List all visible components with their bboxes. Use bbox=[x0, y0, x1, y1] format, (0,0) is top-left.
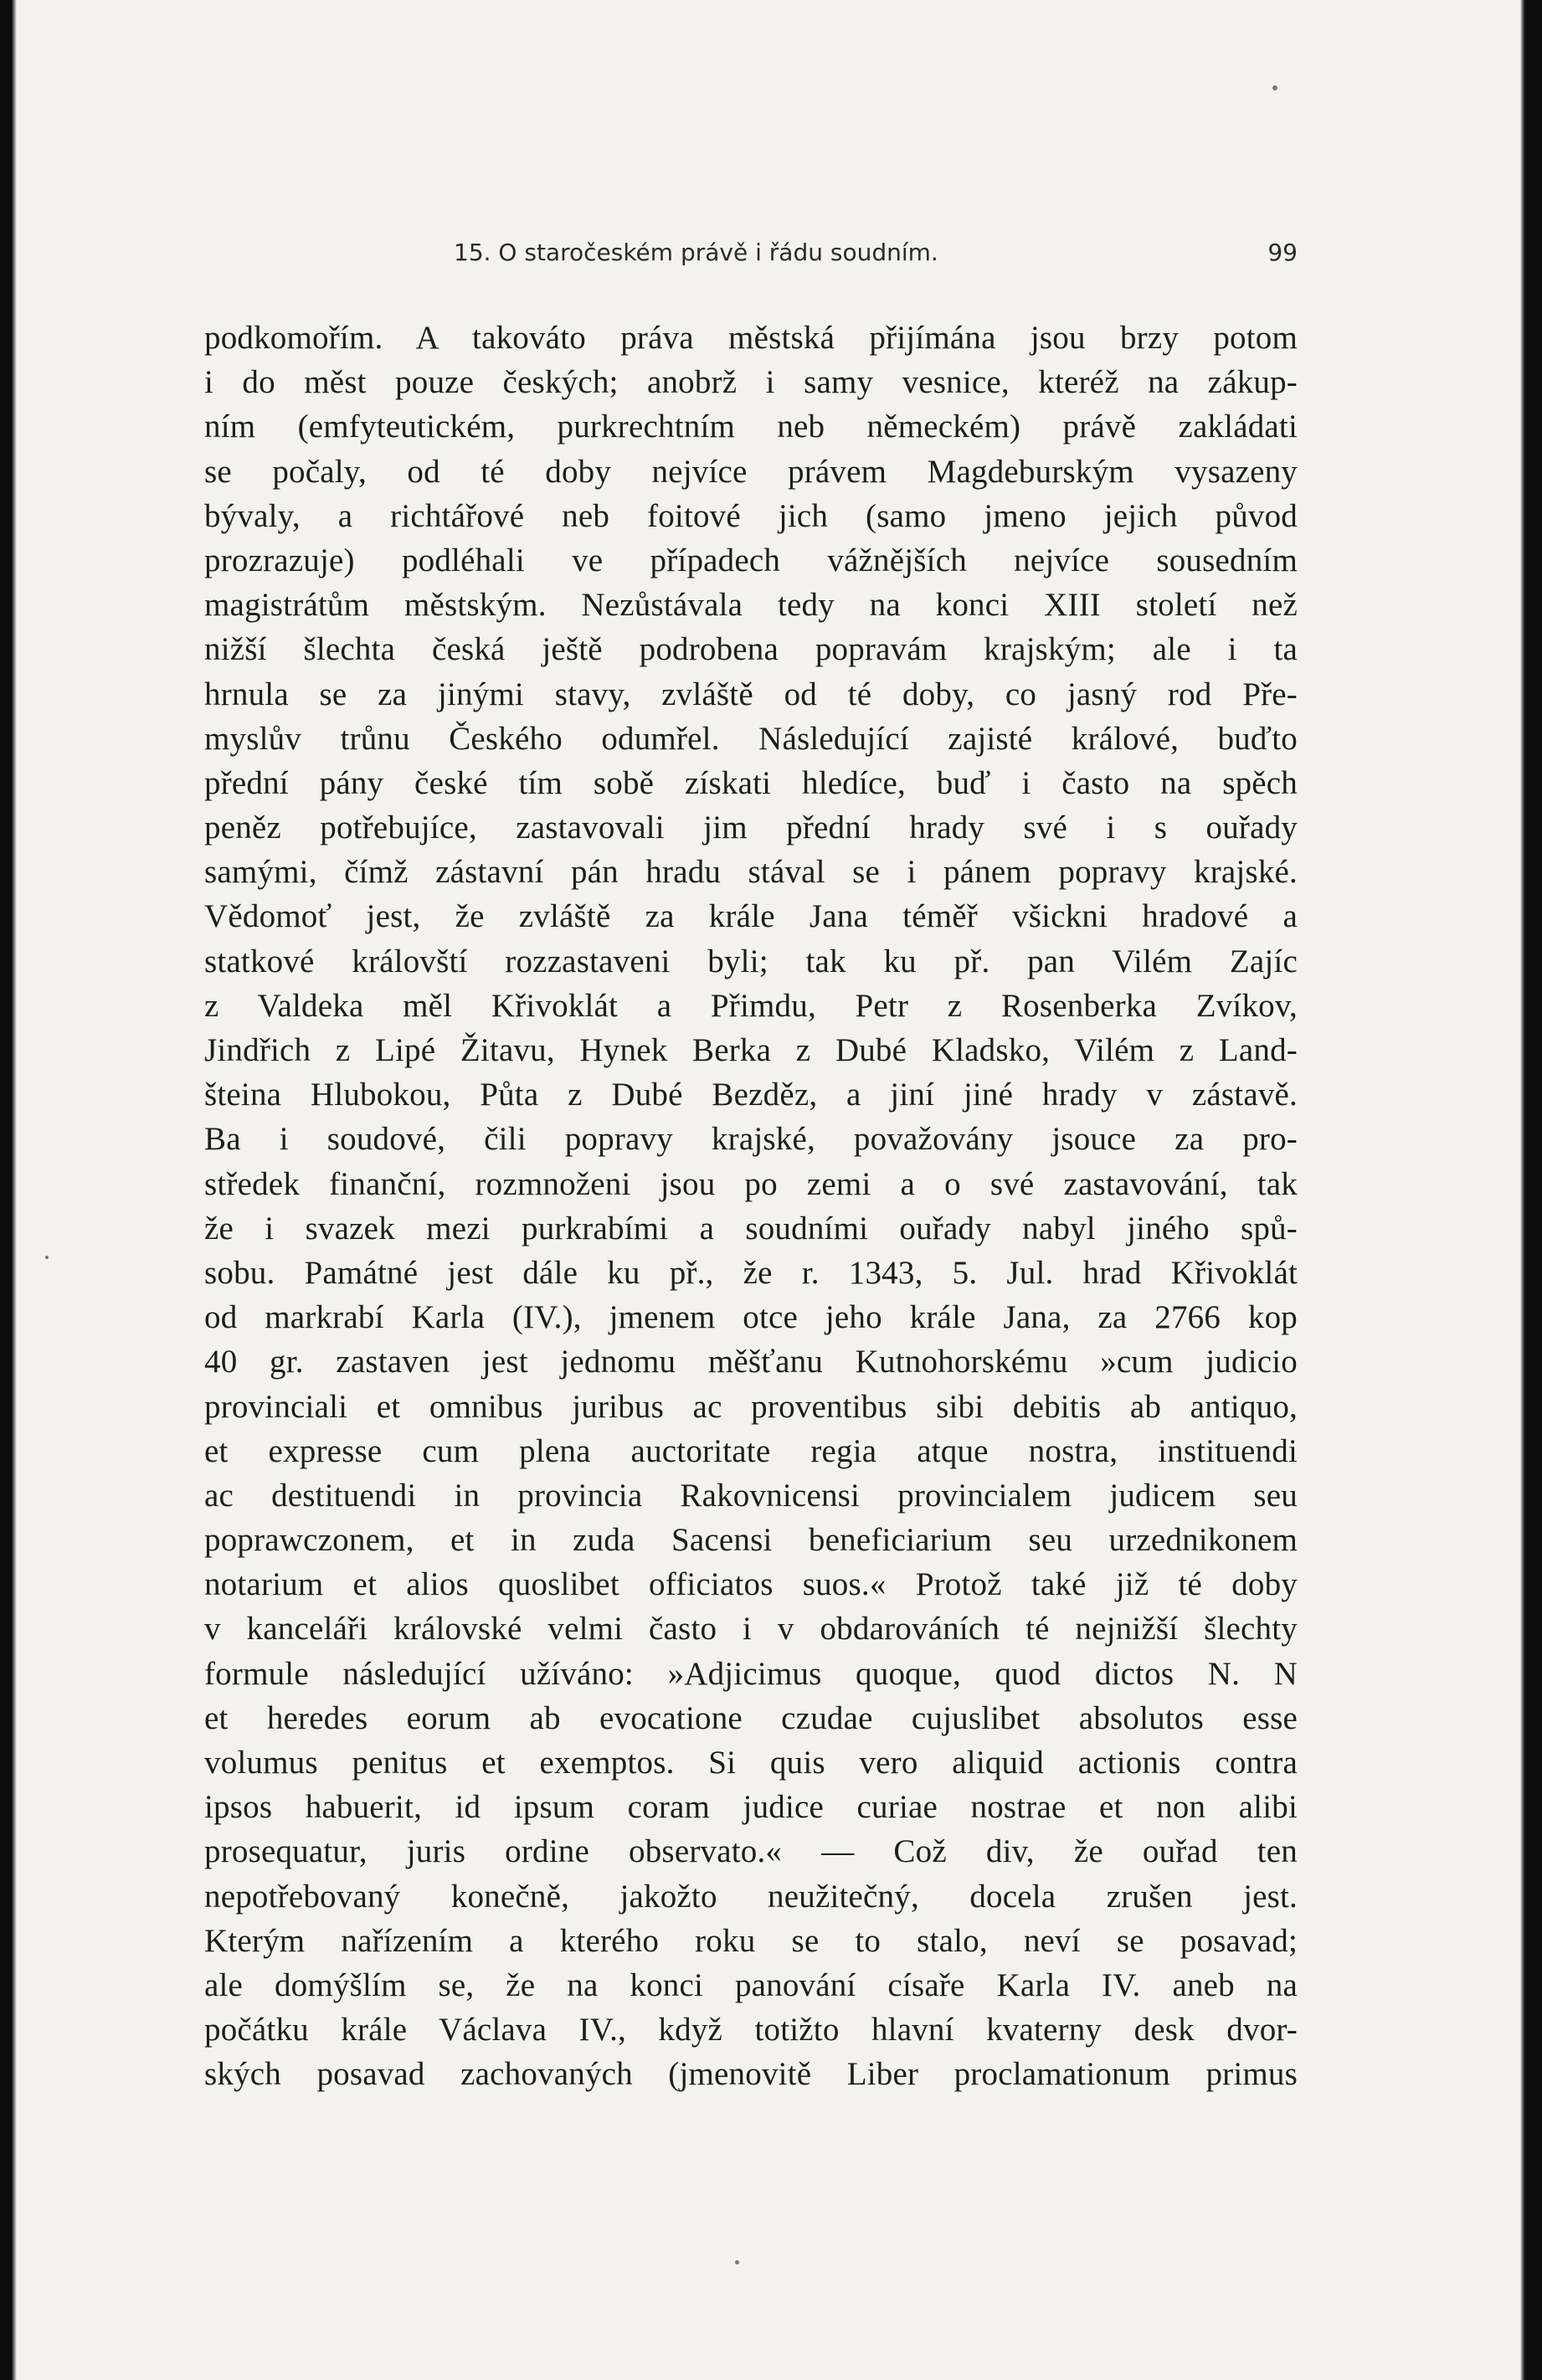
text-line: myslův trůnu Českého odumřel. Následující zajisté králové, buďto bbox=[204, 720, 1298, 757]
text-line: Kterým nařízením a kterého roku se to stalo, neví se posavad; bbox=[204, 1922, 1298, 1959]
page-number: 99 bbox=[1267, 239, 1298, 266]
text-line: ac destituendi in provincia Rakovnicensi provincialem judicem seu bbox=[204, 1477, 1298, 1514]
text-line: od markrabí Karla (IV.), jmenem otce jeho krále Jana, za 2766 kop bbox=[204, 1299, 1298, 1336]
book-page bbox=[204, 239, 1298, 2097]
scan-left-edge bbox=[0, 0, 17, 2380]
text-line: formule následující užíváno: »Adjicimus quoque, quod dictos N. N bbox=[204, 1655, 1298, 1692]
text-line: ských posavad zachovaných (jmenovitě Liber proclamationum primus bbox=[204, 2056, 1298, 2093]
text-line: peněz potřebujíce, zastavovali jim přední hrady své i s ouřady bbox=[204, 810, 1298, 846]
scan-speck bbox=[45, 1256, 49, 1259]
scan-speck bbox=[1272, 85, 1277, 90]
running-head bbox=[204, 239, 1298, 282]
text-line: Jindřich z Lipé Žitavu, Hynek Berka z Dubé Kladsko, Vilém z Land- bbox=[204, 1032, 1298, 1068]
text-line: nižší šlechta česká ještě podrobena popravám krajským; ale i ta bbox=[204, 631, 1298, 668]
scan-right-edge bbox=[1520, 0, 1542, 2380]
text-line: prosequatur, juris ordine observato.« — Což div, že ouřad ten bbox=[204, 1833, 1298, 1870]
text-line: poprawczonem, et in zuda Sacensi beneficiarium seu urzednikonem bbox=[204, 1522, 1298, 1559]
text-line: Ba i soudové, čili popravy krajské, považovány jsouce za pro- bbox=[204, 1121, 1298, 1158]
text-line: přední pány české tím sobě získati hledíce, buď i často na spěch bbox=[204, 764, 1298, 801]
text-line: středek finanční, rozmnoženi jsou po zemi a o své zastavování, tak bbox=[204, 1165, 1298, 1202]
text-line: et heredes eorum ab evocatione czudae cujuslibet absolutos esse bbox=[204, 1699, 1298, 1736]
text-line: ale domýšlím se, že na konci panování císaře Karla IV. aneb na bbox=[204, 1966, 1298, 2003]
text-line: podkomořím. A takováto práva městská přijímána jsou brzy potom bbox=[204, 320, 1298, 356]
body-text bbox=[204, 316, 1298, 2097]
text-line: že i svazek mezi purkrabími a soudními ouřady nabyl jiného spů- bbox=[204, 1210, 1298, 1247]
text-line: prozrazuje) podléhali ve případech vážnějších nejvíce sousedním bbox=[204, 542, 1298, 578]
text-line: statkové královští rozzastaveni byli; tak ku př. pan Vilém Zajíc bbox=[204, 943, 1298, 979]
text-line: magistrátům městským. Nezůstávala tedy na konci XIII století než bbox=[204, 587, 1298, 624]
text-line: i do měst pouze českých; anobrž i samy vesnice, kteréž na zákup- bbox=[204, 364, 1298, 401]
text-line: samými, čímž zástavní pán hradu stával se i pánem popravy krajské. bbox=[204, 854, 1298, 891]
text-line: nepotřebovaný konečně, jakožto neužitečný, docela zrušen jest. bbox=[204, 1878, 1298, 1915]
running-title: 15. O staročeském právě i řádu soudním. bbox=[454, 239, 938, 266]
text-line: notarium et alios quoslibet officiatos suos.« Protož také již té doby bbox=[204, 1566, 1298, 1603]
text-line: sobu. Památné jest dále ku př., že r. 1343, 5. Jul. hrad Křivoklát bbox=[204, 1254, 1298, 1291]
text-line: hrnula se za jinými stavy, zvláště od té doby, co jasný rod Pře- bbox=[204, 676, 1298, 712]
text-line: et expresse cum plena auctoritate regia atque nostra, instituendi bbox=[204, 1432, 1298, 1469]
text-line: Vědomoť jest, že zvláště za krále Jana téměř všickni hradové a bbox=[204, 898, 1298, 935]
scan-speck bbox=[735, 2260, 739, 2264]
text-line: se počaly, od té doby nejvíce právem Magdeburským vysazeny bbox=[204, 453, 1298, 490]
text-line: volumus penitus et exemptos. Si quis vero aliquid actionis contra bbox=[204, 1745, 1298, 1781]
text-line: šteina Hlubokou, Půta z Dubé Bezděz, a jiní jiné hrady v zástavě. bbox=[204, 1077, 1298, 1113]
text-line: ipsos habuerit, id ipsum coram judice curiae nostrae et non alibi bbox=[204, 1789, 1298, 1826]
text-line: provinciali et omnibus juribus ac proventibus sibi debitis ab antiquo, bbox=[204, 1388, 1298, 1425]
text-line: ním (emfyteutickém, purkrechtním neb německém) právě zakládati bbox=[204, 409, 1298, 445]
text-line: z Valdeka měl Křivoklát a Přimdu, Petr z Rosenberka Zvíkov, bbox=[204, 987, 1298, 1024]
text-line: 40 gr. zastaven jest jednomu měšťanu Kutnohorskému »cum judicio bbox=[204, 1344, 1298, 1380]
text-line: v kanceláři královské velmi často i v obdarováních té nejnižší šlechty bbox=[204, 1611, 1298, 1647]
text-line: bývaly, a richtářové neb foitové jich (samo jmeno jejich původ bbox=[204, 497, 1298, 534]
text-line: počátku krále Václava IV., když totižto hlavní kvaterny desk dvor- bbox=[204, 2012, 1298, 2048]
